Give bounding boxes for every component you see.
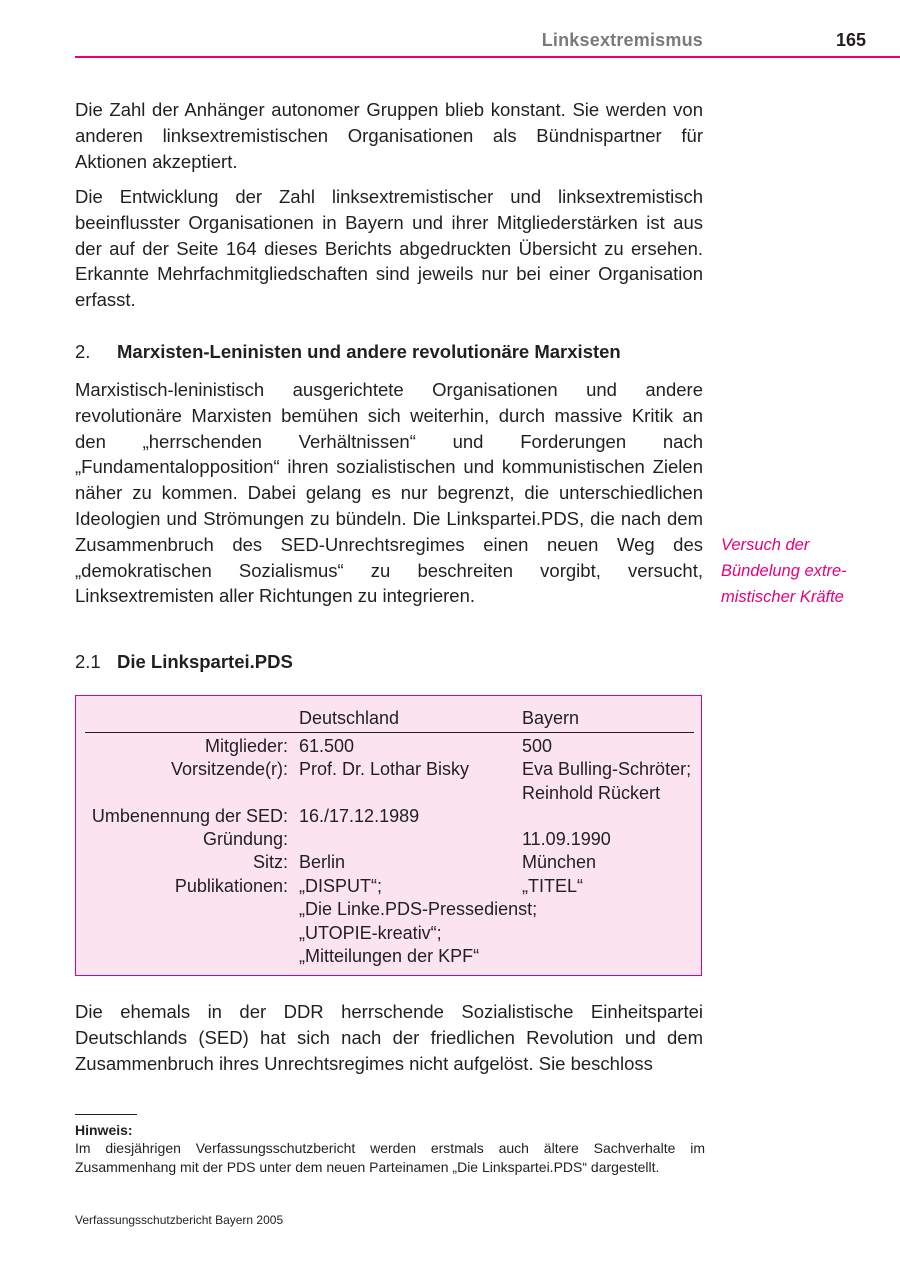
footnote-text: Im diesjährigen Verfassungsschutzbericht werden erstmals auch ältere Sachverhalte im Zusammenhang mit der PDS unter dem neuen Parteinamen „Die Linkspartei.PDS“ dargestellt. [75, 1140, 705, 1175]
label-gruendung: Gründung: [202, 829, 288, 849]
value-mitglieder-by: 500 [522, 736, 553, 756]
value-publikation-de-4: „Mitteilungen der KPF“ [299, 946, 480, 966]
party-fact-box [75, 695, 702, 976]
section-title: Marxisten-Leninisten und andere revolutionäre Marxisten [117, 341, 621, 362]
paragraph-autonome-gruppen: Die Zahl der Anhänger autonomer Gruppen blieb konstant. Sie werden von anderen linksextremistischen Organisationen als Bündnispartner für Aktionen akzeptiert. [75, 99, 703, 172]
subsection-title: Die Linkspartei.PDS [117, 651, 293, 672]
value-publikation-de-2: „Die Linke.PDS-Pressedienst; [299, 899, 538, 919]
column-header-divider [85, 732, 694, 733]
label-publikationen: Publikationen: [174, 876, 288, 896]
paragraph-marxisten: Marxistisch-leninistisch ausgerichtete Organisationen und andere revolutionäre Marxisten bemühen sich weiterhin, durch massive Kritik an den „herrschenden Verhältnissen“ und Forderungen nach „Fundamentalopposition“ ihren sozialistischen und kommunistischen Zielen näher zu kommen. Dabei gelang es nur begrenzt, die unterschiedlichen Ideologien und Strömungen zu bündeln. Die Linkspartei.PDS, die nach dem Zusammenbruch des SED-Unrechtsregimes einen neuen Weg des „demokratischen Sozialismus“ zu beschreiten vorgibt, versucht, Linksextremisten aller Richtungen zu integrieren. [75, 379, 703, 607]
value-sitz-by: München [522, 852, 597, 872]
label-mitglieder: Mitglieder: [204, 736, 288, 756]
value-gruendung-by: 11.09.1990 [522, 829, 611, 849]
footnote-title: Hinweis: [75, 1122, 133, 1138]
footnote-divider [75, 1114, 137, 1115]
page-footer: Verfassungsschutzbericht Bayern 2005 [75, 1213, 284, 1227]
label-sitz: Sitz: [252, 852, 288, 872]
value-publikation-by: „TITEL“ [522, 876, 583, 896]
margin-note [721, 532, 881, 610]
value-umbenennung-de: 16./17.12.1989 [299, 806, 420, 826]
page-number: 165 [835, 30, 866, 50]
paragraph-entwicklung: Die Entwicklung der Zahl linksextremistischer und linksextremistisch beeinflusster Organisationen in Bayern und ihrer Mitgliederstärken ist aus der auf der Seite 164 dieses Berichts abgedruckten Übersicht zu ersehen. Erkannte Mehrfachmitgliedschaften sind jeweils nur bei einer Organisation erfasst. [75, 186, 703, 311]
paragraph-sed: Die ehemals in der DDR herrschende Sozialistische Einheitspartei Deutschlands (SED) hat sich nach der friedlichen Revolution und dem Zusammenbruch ihres Unrechtsregimes nicht aufgelöst. Sie beschloss [75, 1001, 703, 1074]
value-vorsitzende-by-2: Reinhold Rückert [522, 783, 661, 803]
margin-note-line: Versuch der [721, 536, 810, 554]
header-divider [75, 56, 900, 58]
running-header-title: Linksextremismus [541, 30, 703, 50]
value-sitz-de: Berlin [299, 852, 346, 872]
subsection-number: 2.1 [75, 651, 101, 672]
section-heading-2 [75, 340, 621, 364]
margin-note-line: Bündelung extre- [721, 562, 847, 580]
value-publikation-de-1: „DISPUT“; [299, 876, 382, 896]
column-header-deutschland: Deutschland [299, 708, 400, 728]
margin-note-line: mistischer Kräfte [721, 588, 844, 606]
value-vorsitzende-de: Prof. Dr. Lothar Bisky [299, 759, 470, 779]
value-mitglieder-de: 61.500 [299, 736, 355, 756]
value-publikation-de-3: „UTOPIE-kreativ“; [299, 923, 442, 943]
section-number: 2. [75, 341, 91, 362]
value-vorsitzende-by-1: Eva Bulling-Schröter; [522, 759, 692, 779]
label-vorsitzende: Vorsitzende(r): [170, 759, 288, 779]
section-heading-2-1 [75, 650, 293, 674]
column-header-bayern: Bayern [522, 708, 580, 728]
label-umbenennung: Umbenennung der SED: [91, 806, 288, 826]
